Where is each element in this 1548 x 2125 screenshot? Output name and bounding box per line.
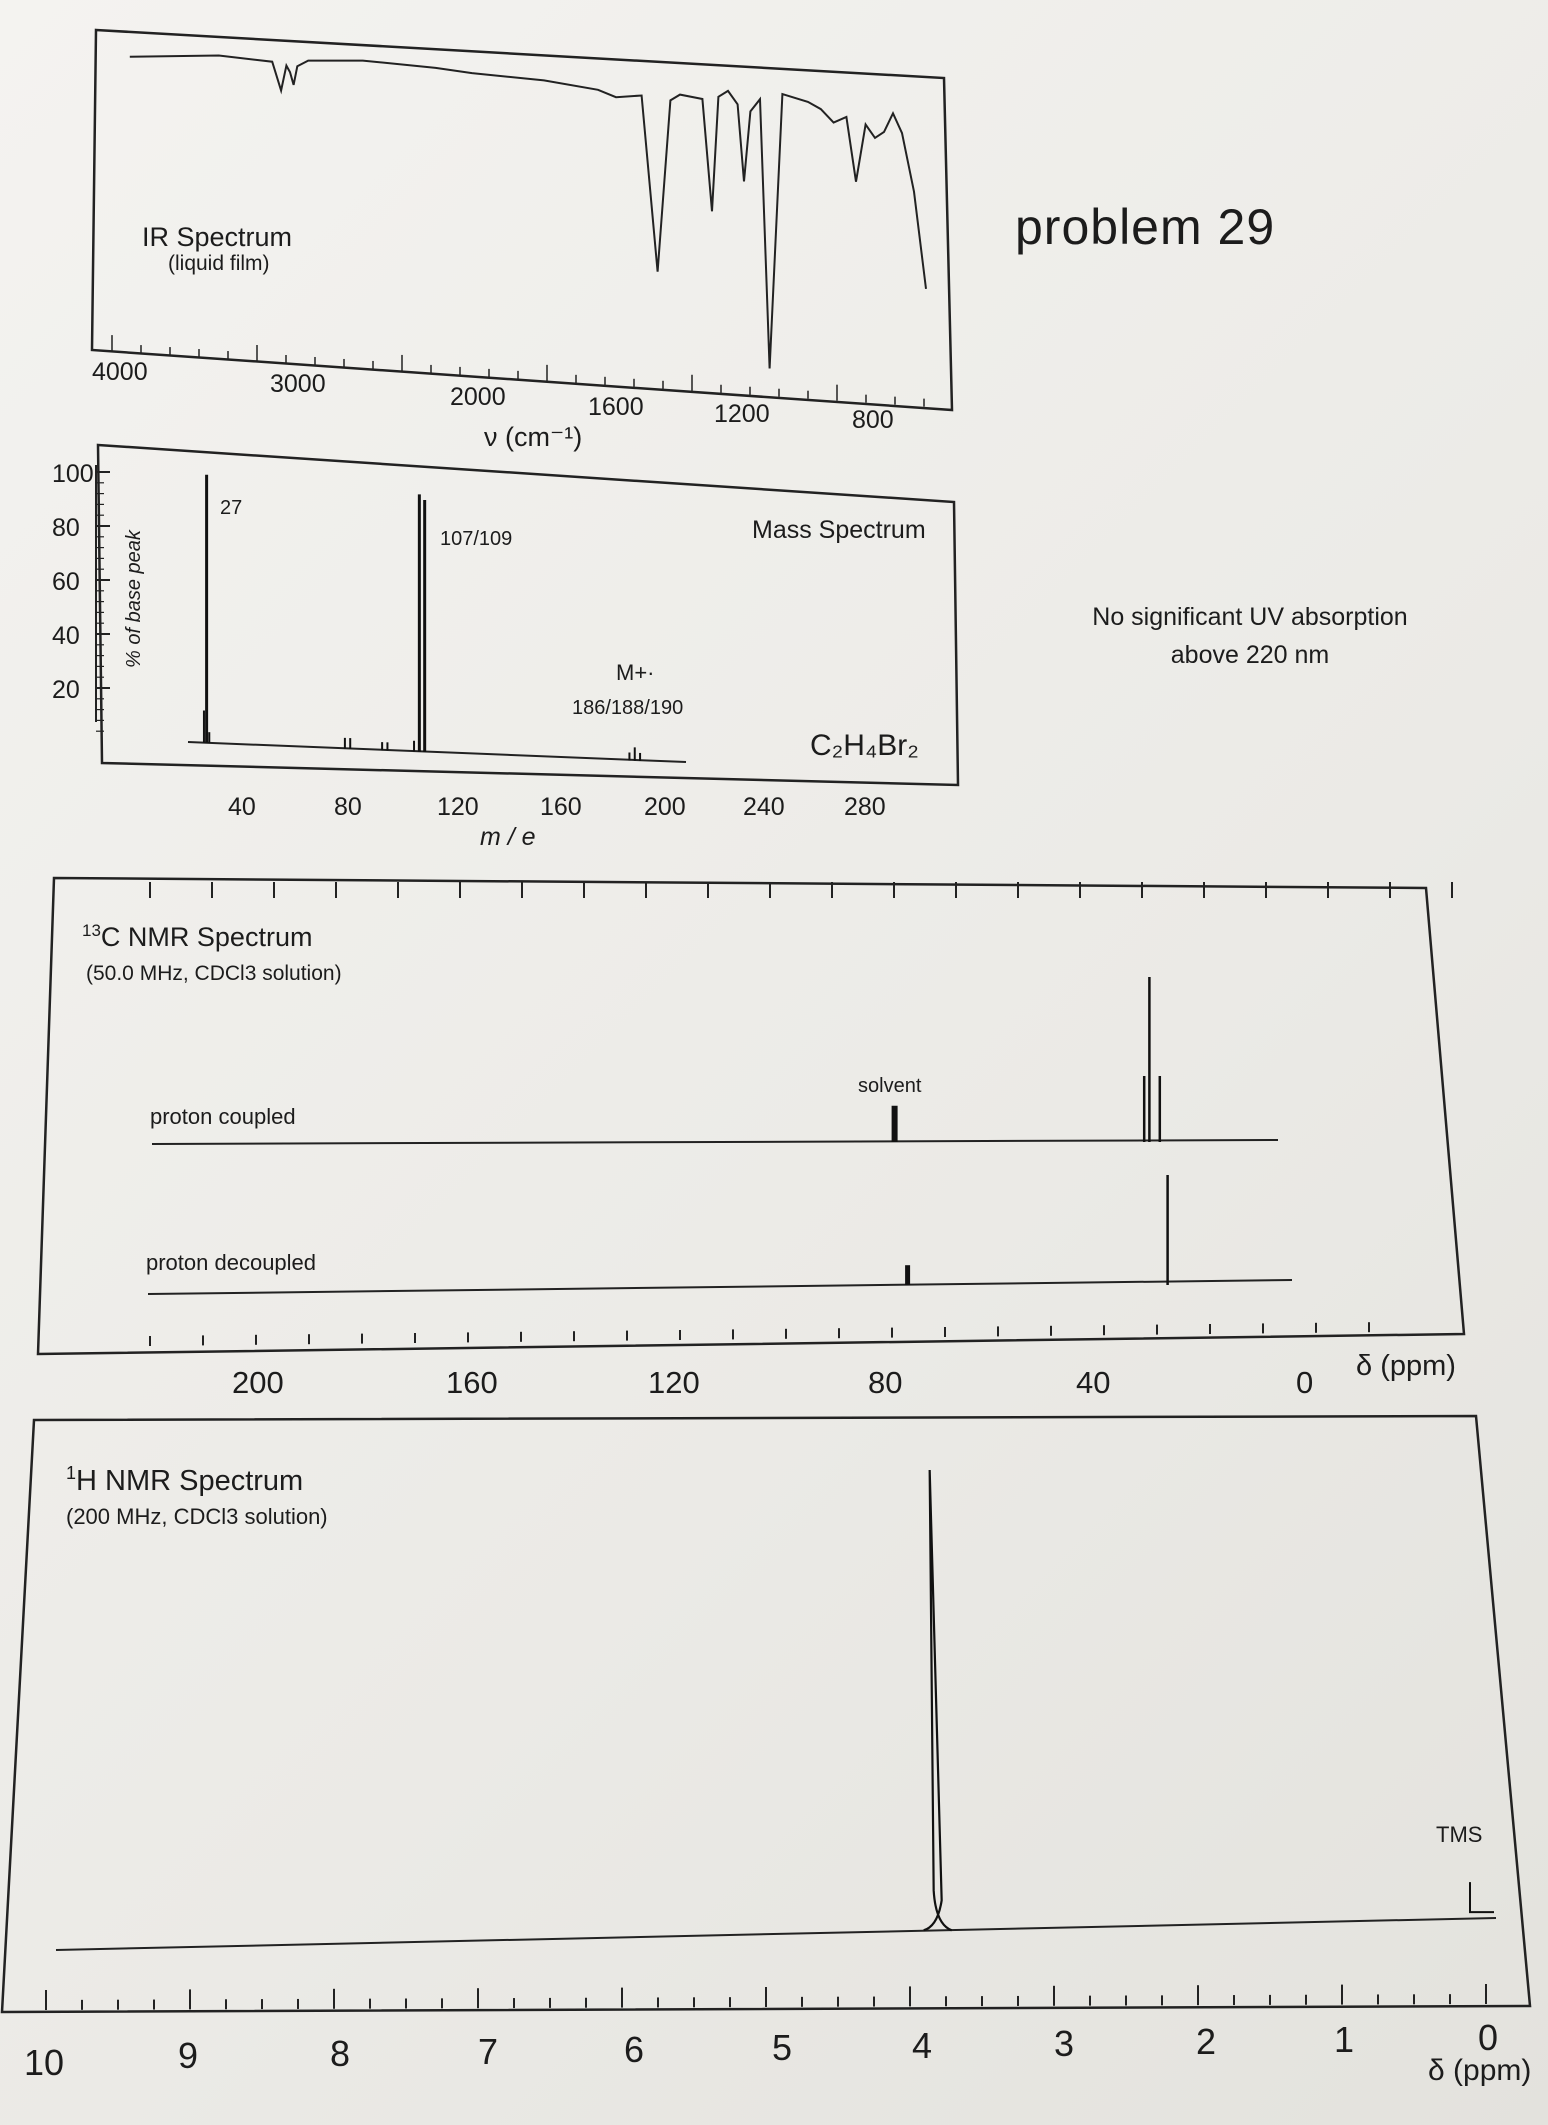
- h1-x-tick-label: 3: [1054, 2023, 1075, 2064]
- ir-frame: [92, 30, 952, 410]
- ms-label-molecular-ion: M+·: [616, 660, 655, 685]
- ms-title: Mass Spectrum: [752, 516, 926, 544]
- c13-x-tick-label: 80: [868, 1365, 903, 1400]
- ms-label-107: 107/109: [440, 528, 513, 550]
- ir-axis-label: ν (cm⁻¹): [484, 422, 583, 452]
- c13-x-tick-label: 160: [446, 1365, 498, 1400]
- h1-x-tick-label: 7: [478, 2031, 499, 2072]
- h1-peak-main: [924, 1470, 952, 1930]
- h1-peak-tms: [1470, 1882, 1494, 1912]
- ir-title: IR Spectrum: [142, 222, 293, 252]
- c13-coupled-baseline: [152, 1140, 1278, 1144]
- c13-subtitle: (50.0 MHz, CDCl3 solution): [86, 962, 342, 985]
- ms-y-tick-label: 80: [52, 514, 80, 542]
- ms-y-tick-label: 40: [52, 622, 80, 650]
- ms-x-axis-label: m / e: [480, 823, 536, 851]
- uv-note: No significant UV absorption above 220 nm: [1092, 603, 1408, 669]
- ms-label-27: 27: [220, 497, 243, 519]
- ir-subtitle: (liquid film): [168, 252, 270, 275]
- c13-x-tick-label: 0: [1296, 1365, 1314, 1400]
- ir-tick-label: 800: [852, 406, 894, 434]
- ms-y-axis-label: % of base peak: [123, 530, 145, 668]
- ms-formula: C₂H₄Br₂: [810, 729, 919, 762]
- ir-tick-label: 1600: [588, 393, 644, 421]
- c13-solvent-label: solvent: [858, 1075, 922, 1097]
- h1-x-tick-label: 5: [772, 2027, 793, 2068]
- h1-x-tick-label: 10: [24, 2042, 65, 2083]
- h1-x-tick-label: 9: [178, 2035, 199, 2076]
- ms-y-tick-label: 100: [52, 460, 94, 488]
- h1-x-tick-label: 1: [1334, 2019, 1355, 2060]
- h1-baseline: [56, 1918, 1496, 1950]
- ir-tick-label: 1200: [714, 400, 770, 428]
- ir-tick-label: 4000: [92, 358, 148, 386]
- h1-tms-label: TMS: [1436, 1822, 1483, 1847]
- ir-tick-label: 3000: [270, 370, 326, 398]
- c13-x-tick-label: 200: [232, 1365, 284, 1400]
- c13-x-axis-label: δ (ppm): [1356, 1350, 1456, 1382]
- h1-x-tick-label: 2: [1196, 2021, 1217, 2062]
- ms-x-tick-label: 120: [437, 793, 479, 821]
- ir-series-line: [130, 56, 926, 369]
- ir-tick-label: 2000: [450, 383, 506, 411]
- ms-x-baseline: [188, 742, 686, 762]
- ms-y-tick-label: 20: [52, 676, 80, 704]
- ms-y-tick-label: 60: [52, 568, 80, 596]
- ms-x-tick-label: 200: [644, 793, 686, 821]
- ms-x-tick-label: 240: [743, 793, 785, 821]
- c13-x-tick-label: 120: [648, 1365, 700, 1400]
- h1-x-tick-label: 0: [1478, 2017, 1499, 2058]
- c13-decoupled-baseline: [148, 1280, 1292, 1294]
- ms-x-tick-label: 40: [228, 793, 256, 821]
- ms-x-tick-label: 80: [334, 793, 362, 821]
- h1-subtitle: (200 MHz, CDCl3 solution): [66, 1504, 328, 1529]
- c13-trace-label-decoupled: proton decoupled: [146, 1250, 317, 1275]
- h1-x-tick-label: 8: [330, 2033, 351, 2074]
- problem-title: problem 29: [1015, 199, 1276, 255]
- h1-x-axis-label: δ (ppm): [1428, 2054, 1532, 2087]
- c13-trace-label-coupled: proton coupled: [150, 1104, 296, 1129]
- h1-x-tick-label: 6: [624, 2029, 645, 2070]
- h1-title: $^1$H NMR Spectrum: [66, 1463, 304, 1497]
- ms-label-molecular-ion-mz: 186/188/190: [572, 697, 684, 719]
- ms-x-tick-label: 160: [540, 793, 582, 821]
- h1-x-tick-label: 4: [912, 2025, 933, 2066]
- c13-title-text: $^{13}$C NMR Spectrum: [82, 921, 313, 952]
- ms-x-tick-label: 280: [844, 793, 886, 821]
- c13-x-tick-label: 40: [1076, 1365, 1111, 1400]
